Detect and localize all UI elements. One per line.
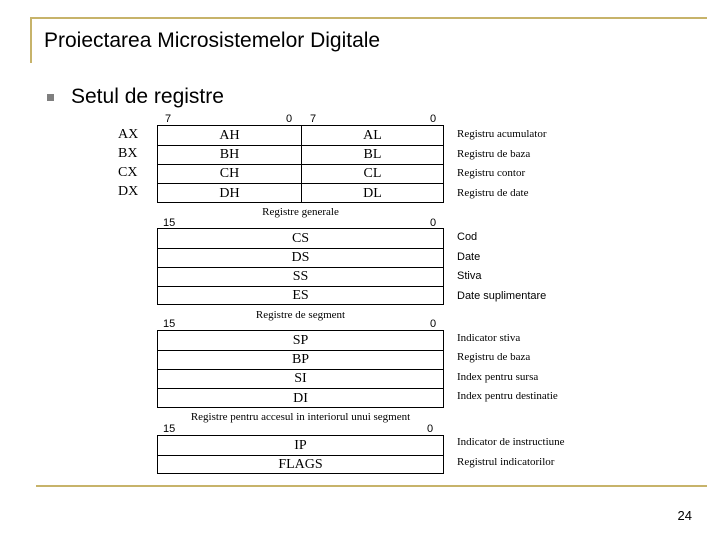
register-description: Registru contor bbox=[457, 167, 526, 179]
table-row bbox=[158, 350, 443, 369]
register-cell-bp: BP bbox=[291, 352, 310, 367]
register-description: Stiva bbox=[457, 270, 482, 282]
register-cell-ch: CH bbox=[219, 166, 240, 181]
bit-label: 0 bbox=[427, 423, 434, 435]
bullet-square-icon bbox=[47, 94, 54, 101]
register-description: Registru de baza bbox=[457, 148, 531, 160]
bit-label: 7 bbox=[165, 113, 172, 125]
table-row bbox=[158, 436, 443, 455]
register-description: Registru de baza bbox=[457, 351, 531, 363]
slide-title: Proiectarea Microsistemelor Digitale bbox=[44, 29, 381, 52]
register-description: Registru acumulator bbox=[457, 128, 547, 140]
register-cell-flags: FLAGS bbox=[278, 457, 323, 472]
table-row bbox=[158, 126, 443, 145]
register-cell-al: AL bbox=[301, 126, 443, 145]
segment-registers-table bbox=[157, 228, 444, 305]
register-cell-ss: SS bbox=[292, 269, 309, 284]
table-row bbox=[158, 248, 443, 267]
register-cell-bl: BL bbox=[301, 146, 443, 164]
register-description: Index pentru destinatie bbox=[457, 390, 558, 402]
bit-label: 0 bbox=[430, 113, 437, 125]
register-name-bx: BX bbox=[118, 146, 138, 161]
register-description: Registrul indicatorilor bbox=[457, 456, 555, 468]
register-cell-sp: SP bbox=[292, 332, 309, 348]
table-row bbox=[158, 388, 443, 408]
register-description: Date bbox=[457, 251, 481, 263]
table-row bbox=[158, 145, 443, 164]
pointer-registers-caption: Registre pentru accesul in interiorul unui segment bbox=[190, 411, 411, 423]
register-cell-ip: IP bbox=[294, 437, 307, 453]
register-cell-ah: AH bbox=[219, 127, 240, 143]
register-cell-ds: DS bbox=[291, 250, 310, 265]
bit-label: 0 bbox=[286, 113, 293, 125]
register-description: Indicator stiva bbox=[457, 332, 521, 344]
control-registers-table bbox=[157, 435, 444, 474]
table-row bbox=[158, 164, 443, 183]
table-row bbox=[158, 267, 443, 286]
bit-label: 7 bbox=[310, 113, 317, 125]
table-row bbox=[158, 455, 443, 474]
bit-label: 0 bbox=[430, 217, 437, 229]
page-number: 24 bbox=[677, 508, 692, 523]
register-name-ax: AX bbox=[118, 127, 139, 142]
register-cell-es: ES bbox=[292, 288, 309, 303]
register-name-dx: DX bbox=[118, 184, 139, 199]
register-cell-cl: CL bbox=[301, 165, 443, 183]
table-row bbox=[158, 369, 443, 388]
bit-label: 15 bbox=[163, 318, 176, 330]
table-row bbox=[158, 331, 443, 350]
register-cell-dl: DL bbox=[301, 184, 443, 203]
register-cell-cs: CS bbox=[291, 230, 310, 246]
register-cell-di: DI bbox=[293, 390, 308, 406]
table-row bbox=[158, 286, 443, 305]
register-name-cx: CX bbox=[118, 165, 138, 180]
general-registers-table bbox=[157, 125, 444, 203]
register-cell-dh: DH bbox=[219, 185, 240, 201]
bit-label: 15 bbox=[163, 423, 176, 435]
register-description: Index pentru sursa bbox=[457, 371, 539, 383]
pointer-registers-table bbox=[157, 330, 444, 408]
segment-registers-caption: Registre de segment bbox=[255, 309, 346, 321]
register-description: Cod bbox=[457, 231, 478, 243]
register-description: Indicator de instructiune bbox=[457, 436, 565, 448]
register-cell-bh: BH bbox=[219, 147, 240, 162]
bullet-text: Setul de registre bbox=[71, 85, 224, 108]
bit-label: 0 bbox=[430, 318, 437, 330]
table-row bbox=[158, 183, 443, 203]
frame-top-line bbox=[30, 17, 707, 19]
frame-bottom-line bbox=[36, 485, 707, 487]
frame-left-line bbox=[30, 17, 32, 63]
table-row bbox=[158, 229, 443, 248]
register-cell-si: SI bbox=[294, 371, 307, 386]
bit-label: 15 bbox=[163, 217, 176, 229]
register-description: Date suplimentare bbox=[457, 290, 547, 302]
general-registers-caption: Registre generale bbox=[262, 206, 339, 218]
register-description: Registru de date bbox=[457, 187, 529, 199]
